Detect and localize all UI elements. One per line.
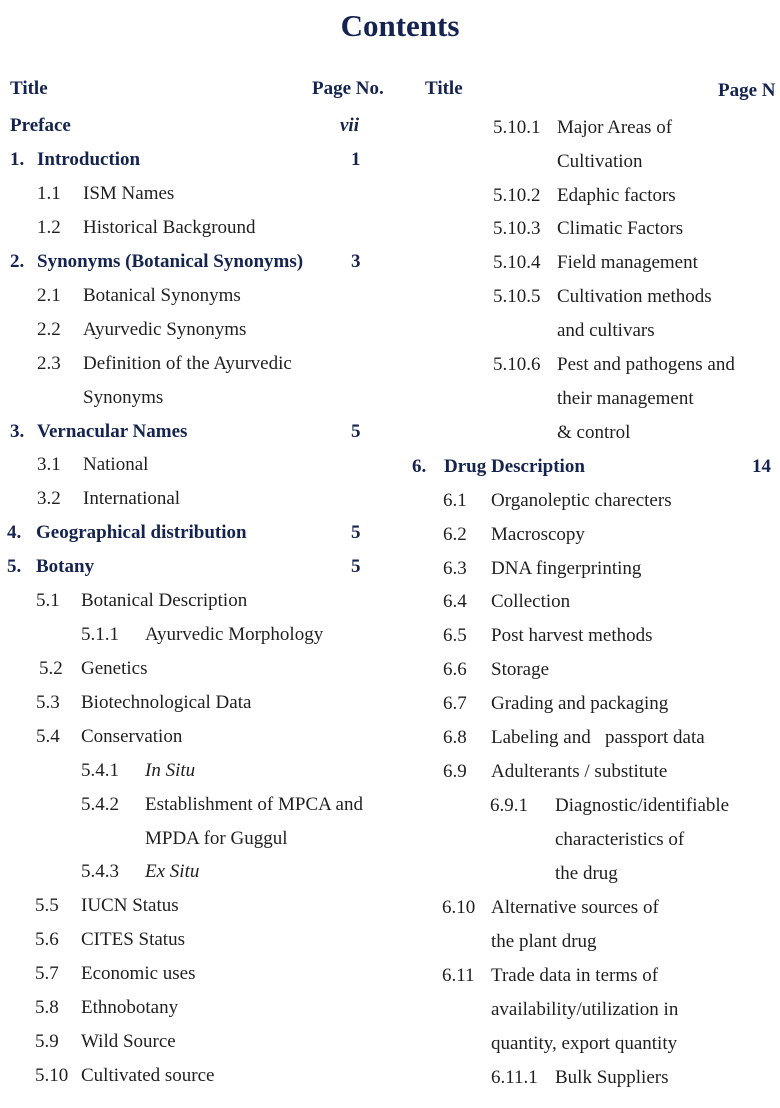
toc-entry-number: 6.11 xyxy=(442,965,475,986)
toc-entry-number: 2.1 xyxy=(37,285,61,306)
toc-entry-number: 6.10 xyxy=(442,897,476,918)
toc-entry-number: 5.10.3 xyxy=(493,218,541,239)
toc-entry-number: 1. xyxy=(10,149,25,170)
toc-entry-label: Ayurvedic Morphology xyxy=(145,624,324,645)
toc-entry-number: 6.5 xyxy=(443,625,467,646)
toc-entry-label: National xyxy=(83,454,149,475)
toc-entry-label: Biotechnological Data xyxy=(81,692,252,713)
toc-entry-number: 6.11.1 xyxy=(491,1067,538,1088)
toc-entry-number: 5. xyxy=(7,556,22,577)
toc-entry-number: 5.1.1 xyxy=(81,624,119,645)
toc-entry-label: In Situ xyxy=(145,760,196,781)
page-title: Contents xyxy=(340,8,460,43)
toc-entry-label: Trade data in terms of xyxy=(491,965,659,986)
toc-entry-label: Synonyms (Botanical Synonyms) xyxy=(37,251,304,272)
toc-entry-label: Grading and packaging xyxy=(491,693,669,714)
toc-entry-label: Major Areas of xyxy=(557,117,673,138)
toc-entry-number: 6. xyxy=(412,456,427,477)
toc-entry-number: 6.7 xyxy=(443,693,467,714)
toc-entry-label: Establishment of MPCA and xyxy=(145,794,363,815)
toc-entry-number: 6.9 xyxy=(443,761,467,782)
toc-entry-label: Macroscopy xyxy=(491,524,585,545)
toc-entry-number: 6.2 xyxy=(443,524,467,545)
toc-entry-label: Ex Situ xyxy=(145,861,200,882)
toc-entry-number: 5.6 xyxy=(35,929,59,950)
left-page-header: Page No. xyxy=(312,78,384,99)
toc-entry-label: Edaphic factors xyxy=(557,185,676,206)
toc-entry-number: 2.3 xyxy=(37,353,61,374)
toc-entry-number: 5.1 xyxy=(36,590,60,611)
toc-entry-label: Botanical Synonyms xyxy=(83,285,241,306)
toc-entry-number: 2.2 xyxy=(37,319,61,340)
toc-entry-label: DNA fingerprinting xyxy=(491,558,642,579)
toc-entry-number: 3.1 xyxy=(37,454,61,475)
toc-entry-label: Organoleptic charecters xyxy=(491,490,672,511)
toc-entry-number: 1.2 xyxy=(37,217,61,238)
toc-entry-label: Definition of the Ayurvedic xyxy=(83,353,292,374)
toc-entry-label: Climatic Factors xyxy=(557,218,684,239)
toc-entry-label: Labeling and passport data xyxy=(491,727,705,748)
toc-entry-number: 1.1 xyxy=(37,183,61,204)
toc-entry-label: Bulk Suppliers xyxy=(555,1067,669,1088)
toc-entry-number: 6.1 xyxy=(443,490,467,511)
toc-entry-label: Preface xyxy=(10,115,71,136)
toc-entry-number: 5.8 xyxy=(35,997,59,1018)
toc-entry-label: Post harvest methods xyxy=(491,625,653,646)
toc-entry-label: CITES Status xyxy=(81,929,185,950)
toc-entry-label-continued: Synonyms xyxy=(83,387,164,408)
toc-entry-label-continued: their management xyxy=(557,388,694,409)
toc-entry-number: 6.3 xyxy=(443,558,467,579)
toc-entry-label: Diagnostic/identifiable xyxy=(555,795,730,816)
toc-entry-label: Vernacular Names xyxy=(37,421,188,442)
toc-entry-number: 5.4.2 xyxy=(81,794,119,815)
toc-entry-label-continued: MPDA for Guggul xyxy=(145,828,288,849)
toc-entry-label-continued: characteristics of xyxy=(555,829,685,850)
toc-entry-label: Alternative sources of xyxy=(491,897,659,918)
toc-entry-label: Botany xyxy=(36,556,95,577)
toc-entry-label-continued: & control xyxy=(557,422,631,443)
toc-entry-label-continued: the drug xyxy=(555,863,618,884)
toc-entry-number: 5.10 xyxy=(35,1065,69,1086)
toc-entry-number: 5.2 xyxy=(39,658,63,679)
toc-entry-number: 5.7 xyxy=(35,963,59,984)
toc-entry-number: 5.5 xyxy=(35,895,59,916)
toc-entry-label: Wild Source xyxy=(81,1031,176,1052)
toc-entry-label: Cultivated source xyxy=(81,1065,215,1086)
toc-page-number: 5 xyxy=(351,421,361,442)
toc-entry-number: 5.10.4 xyxy=(493,252,541,273)
toc-entry-label: Storage xyxy=(491,659,550,680)
toc-entry-label: Genetics xyxy=(81,658,148,679)
toc-entry-preface[interactable] xyxy=(10,115,71,137)
toc-entry-number: 5.10.5 xyxy=(493,286,541,307)
toc-entry-label: Ethnobotany xyxy=(81,997,179,1018)
toc-entry-label: ISM Names xyxy=(83,183,175,204)
toc-entry-number: 6.9.1 xyxy=(490,795,528,816)
toc-entry-label: Drug Description xyxy=(444,456,585,477)
toc-page-number: 5 xyxy=(351,556,361,577)
toc-entry-label: International xyxy=(83,488,181,509)
toc-entry-label: Pest and pathogens and xyxy=(557,354,735,375)
toc-entry-number: 5.10.2 xyxy=(493,185,541,206)
toc-entry-number: 2. xyxy=(10,251,25,272)
toc-entry-label-continued: the plant drug xyxy=(491,931,597,952)
toc-entry-label-continued: Cultivation xyxy=(557,151,643,172)
toc-entry-label: Introduction xyxy=(37,149,141,170)
toc-entry-label: Cultivation methods xyxy=(557,286,712,307)
toc-entry-label: Field management xyxy=(557,252,698,273)
toc-entry-number: 5.4.1 xyxy=(81,760,119,781)
toc-entry-label-continued: availability/utilization in xyxy=(491,999,679,1020)
toc-entry-number: 6.4 xyxy=(443,591,467,612)
toc-entry-label-continued: quantity, export quantity xyxy=(491,1033,678,1054)
toc-page-number: vii xyxy=(340,115,359,136)
toc-entry-number: 3.2 xyxy=(37,488,61,509)
toc-page-number: 1 xyxy=(351,149,361,170)
toc-entry-number: 5.3 xyxy=(36,692,60,713)
toc-entry-number: 5.4 xyxy=(36,726,60,747)
toc-entry-number: 5.4.3 xyxy=(81,861,119,882)
toc-entry-label: Conservation xyxy=(81,726,183,747)
toc-entry-number: 5.10.6 xyxy=(493,354,541,375)
toc-entry-number: 6.6 xyxy=(443,659,467,680)
toc-page-number: 5 xyxy=(351,522,361,543)
left-title-header: Title xyxy=(10,78,48,99)
toc-entry-label: Economic uses xyxy=(81,963,196,984)
toc-entry-label: Botanical Description xyxy=(81,590,248,611)
toc-entry-label: Collection xyxy=(491,591,571,612)
toc-entry-label: IUCN Status xyxy=(81,895,179,916)
toc-entry-number: 4. xyxy=(7,522,22,543)
toc-entry-number: 5.10.1 xyxy=(493,117,541,138)
toc-entry-label: Geographical distribution xyxy=(36,522,247,543)
toc-entry-number: 3. xyxy=(10,421,25,442)
toc-page-number: 14 xyxy=(752,456,771,477)
toc-entry-label: Adulterants / substitute xyxy=(491,761,668,782)
right-title-header: Title xyxy=(425,78,463,99)
toc-entry-label: Ayurvedic Synonyms xyxy=(83,319,247,340)
toc-entry-number: 6.8 xyxy=(443,727,467,748)
right-page-header: Page N xyxy=(718,80,776,101)
toc-entry-number: 5.9 xyxy=(35,1031,59,1052)
toc-entry-label-continued: and cultivars xyxy=(557,320,655,341)
toc-page-number: 3 xyxy=(351,251,361,272)
toc-entry-label: Historical Background xyxy=(83,217,256,238)
